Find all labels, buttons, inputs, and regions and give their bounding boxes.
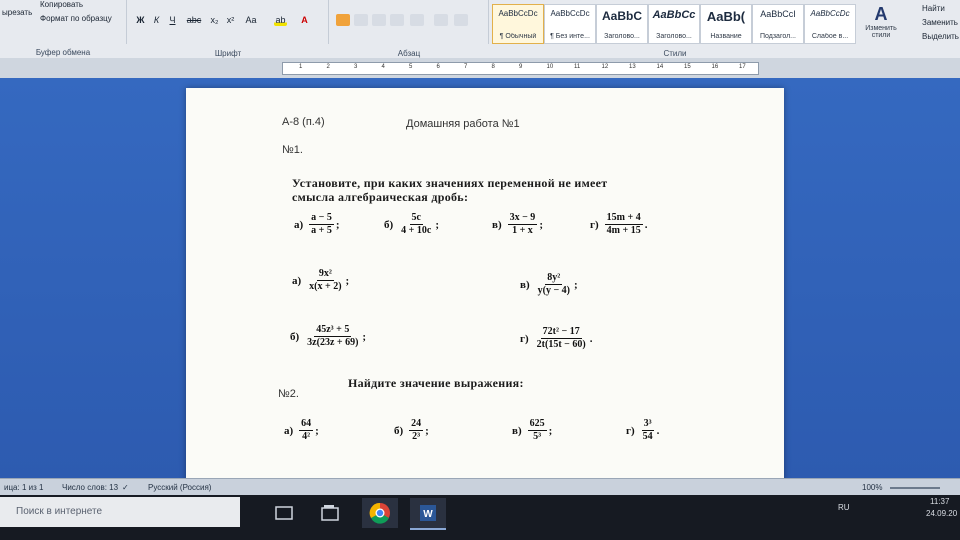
justify-icon[interactable] [390, 14, 404, 26]
align-center-icon[interactable] [354, 14, 368, 26]
punctuation: ; [539, 218, 543, 231]
ruler-tick: 10 [546, 64, 554, 70]
fraction [528, 418, 547, 443]
denominator: 4m + 15 [606, 225, 641, 236]
clipboard-group [0, 0, 127, 57]
item-label: в) [512, 424, 522, 437]
taskbar [0, 495, 960, 540]
expr-4a [284, 418, 319, 443]
shading-icon[interactable] [434, 14, 448, 26]
horizontal-ruler[interactable] [0, 58, 960, 78]
font-caption: Шрифт [214, 49, 242, 58]
task1-number: №1. [282, 144, 303, 156]
numerator: 5c [411, 212, 421, 223]
ruler-tick: 2 [326, 64, 330, 70]
denominator: 4² [302, 431, 311, 442]
subscript-button[interactable]: x₂ [210, 15, 219, 25]
denominator: 3z(23z + 69) [307, 337, 359, 348]
fraction [536, 272, 572, 297]
ruler-tick: 7 [464, 64, 468, 70]
ruler-tick: 17 [739, 64, 746, 70]
denominator: a + 5 [311, 225, 332, 236]
expr-4b [394, 418, 429, 443]
style-normal[interactable] [492, 4, 544, 44]
fraction [409, 418, 423, 443]
fraction [309, 212, 334, 237]
punctuation: ; [548, 424, 553, 437]
punctuation: ; [435, 218, 439, 231]
punctuation: ; [345, 274, 350, 287]
chrome-icon[interactable] [362, 498, 398, 528]
style-subtle-emphasis[interactable] [804, 4, 856, 44]
taskbar-search[interactable] [0, 497, 240, 527]
browser-icon[interactable] [312, 498, 348, 528]
expr-3b [520, 326, 592, 351]
expr-4c [512, 418, 552, 443]
find-button[interactable]: Найти [922, 4, 945, 13]
search-placeholder: Поиск в интернете [16, 506, 103, 517]
input-language[interactable]: RU [838, 503, 850, 512]
punctuation: ; [425, 424, 429, 437]
fraction [535, 326, 588, 351]
punctuation: ; [362, 330, 367, 343]
bold-button[interactable]: Ж [136, 15, 145, 25]
font-group [128, 0, 329, 58]
ruler-tick: 9 [519, 64, 523, 70]
borders-icon[interactable] [454, 14, 468, 26]
fraction [305, 324, 360, 349]
change-styles-label: Изменить стили [865, 25, 897, 39]
style-heading-1[interactable] [596, 4, 648, 44]
style-preview: AaBbC [601, 9, 642, 23]
item-label: б) [290, 330, 300, 343]
ruler-tick: 3 [354, 64, 358, 70]
denominator: x(x + 2) [309, 281, 342, 292]
ruler-tick: 5 [409, 64, 413, 70]
item-label: г) [626, 424, 635, 437]
item-label: а) [292, 274, 302, 287]
change-styles-icon: A [874, 4, 888, 24]
item-label: а) [294, 218, 304, 231]
ruler-tick: 16 [711, 64, 719, 70]
numerator: 625 [529, 418, 545, 429]
ruler-tick: 15 [684, 64, 691, 70]
zoom-level[interactable]: 100% [862, 483, 883, 492]
denominator: y(y − 4) [537, 285, 570, 296]
numerator: 72t² − 17 [542, 326, 580, 337]
style-name: ¶ Обычный [499, 33, 537, 40]
punctuation: ; [335, 218, 340, 231]
fraction [307, 268, 343, 293]
expr-2b [520, 272, 578, 297]
punctuation: . [656, 424, 660, 437]
font-color-icon[interactable]: A [301, 15, 308, 25]
task2-text: Найдите значение выражения: [348, 376, 524, 390]
denominator: 4 + 10c [401, 225, 432, 236]
item-label: в) [520, 278, 530, 291]
style-heading-2[interactable] [648, 4, 700, 44]
style-preview: AaBbCcDc [498, 9, 538, 18]
paragraph-group [330, 0, 489, 58]
superscript-button[interactable]: x² [226, 15, 235, 25]
clipboard-caption: Буфер обмена [35, 48, 91, 57]
page-title: Домашняя работа №1 [406, 118, 520, 130]
task2-number: №2. [278, 388, 299, 400]
item-label: а) [284, 424, 294, 437]
fraction [299, 418, 313, 443]
style-subtitle[interactable] [752, 4, 804, 44]
ruler-tick: 12 [601, 64, 609, 70]
numerator: 8y² [547, 272, 561, 283]
denominator: 1 + x [512, 225, 533, 236]
expr-1b [384, 212, 439, 237]
numerator: 64 [301, 418, 312, 429]
strikethrough-button[interactable]: abc [186, 15, 202, 25]
word-count[interactable]: Число слов: 13 [62, 483, 119, 492]
ruler-tick: 4 [381, 64, 385, 70]
style-name: Заголово... [656, 33, 692, 40]
fraction [605, 212, 643, 237]
highlight-icon[interactable]: ab [275, 15, 286, 25]
document-workspace [0, 78, 960, 478]
punctuation: ; [315, 424, 319, 437]
style-name: Заголово... [604, 33, 640, 40]
numerator: 9x² [318, 268, 332, 279]
fraction [641, 418, 655, 443]
style-preview: AaBbCcDc [810, 9, 850, 18]
numerator: 24 [411, 418, 422, 429]
italic-button[interactable]: К [153, 15, 160, 25]
item-label: г) [590, 218, 599, 231]
item-label: в) [492, 218, 502, 231]
cut-button[interactable]: ырезать [2, 8, 33, 17]
style-name: Подзагол... [759, 33, 796, 40]
numerator: a − 5 [311, 212, 332, 223]
style-name: Слабое в... [811, 33, 849, 40]
punctuation: . [589, 332, 593, 345]
expr-1c [492, 212, 543, 237]
denominator: 2t(15t − 60) [536, 339, 586, 350]
style-name: Название [710, 33, 742, 40]
line-spacing-icon[interactable] [410, 14, 424, 26]
fraction [508, 212, 538, 237]
task1-text-line2: смысла алгебраическая дробь: [292, 190, 469, 204]
editing-group [904, 4, 960, 50]
styles-group [490, 0, 860, 58]
denominator: 54 [642, 431, 653, 442]
denominator: 2³ [412, 431, 421, 442]
style-name: ¶ Без инте... [550, 33, 590, 40]
expr-1a [294, 212, 340, 237]
style-title[interactable] [700, 4, 752, 44]
style-preview: AaBbCc [652, 9, 696, 21]
paragraph-caption: Абзац [397, 49, 421, 58]
ruler-tick: 11 [574, 64, 581, 70]
styles-caption: Стили [663, 49, 687, 58]
zoom-slider[interactable] [890, 487, 940, 489]
ruler-tick: 13 [629, 64, 636, 70]
page-header-left: А-8 (п.4) [282, 116, 325, 128]
expr-2a [292, 268, 349, 293]
align-left-icon[interactable] [336, 14, 350, 26]
underline-button[interactable]: Ч [169, 15, 176, 25]
denominator: 5³ [533, 431, 542, 442]
change-styles-button[interactable] [862, 4, 900, 52]
ruler-bar [282, 62, 759, 75]
change-case-button[interactable]: Aa [245, 15, 257, 25]
style-no-spacing[interactable] [544, 4, 596, 44]
language-indicator[interactable]: Русский (Россия) [148, 483, 212, 492]
status-bar [0, 478, 960, 496]
page-indicator[interactable]: ица: 1 из 1 [4, 483, 44, 492]
numerator: 45z³ + 5 [316, 324, 350, 335]
item-label: г) [520, 332, 529, 345]
svg-text:W: W [423, 509, 433, 520]
numerator: 3x − 9 [509, 212, 536, 223]
select-button[interactable]: Выделить [922, 32, 959, 41]
word-icon[interactable] [410, 498, 446, 530]
style-preview: AaBbCcI [760, 9, 796, 19]
expr-3a [290, 324, 366, 349]
format-painter-button[interactable]: Формат по образцу [40, 14, 112, 23]
task-view-icon[interactable] [266, 498, 302, 528]
numerator: 3³ [643, 418, 652, 429]
clock-time[interactable]: 11:37 [930, 497, 950, 506]
fraction [399, 212, 433, 237]
ruler-tick: 8 [491, 64, 495, 70]
replace-button[interactable]: Заменить [922, 18, 958, 27]
item-label: б) [384, 218, 394, 231]
copy-button[interactable]: Копировать [40, 0, 84, 9]
document-page[interactable] [186, 88, 784, 483]
ribbon [0, 0, 960, 59]
align-right-icon[interactable] [372, 14, 386, 26]
punctuation: . [644, 218, 648, 231]
ruler-tick: 14 [656, 64, 664, 70]
expr-1d [590, 212, 647, 237]
clock-date[interactable]: 24.09.20 [926, 509, 958, 518]
numerator: 15m + 4 [606, 212, 641, 223]
task1-text-line1: Установите, при каких значениях переменной не имеет [292, 176, 608, 190]
expr-4d [626, 418, 659, 443]
ruler-tick: 1 [299, 64, 303, 70]
ruler-tick: 6 [436, 64, 440, 70]
punctuation: ; [573, 278, 578, 291]
style-preview: AaBbCcDc [550, 9, 590, 18]
style-preview: AaBb( [706, 9, 746, 24]
proofing-icon[interactable]: ✓ [122, 483, 129, 492]
item-label: б) [394, 424, 404, 437]
